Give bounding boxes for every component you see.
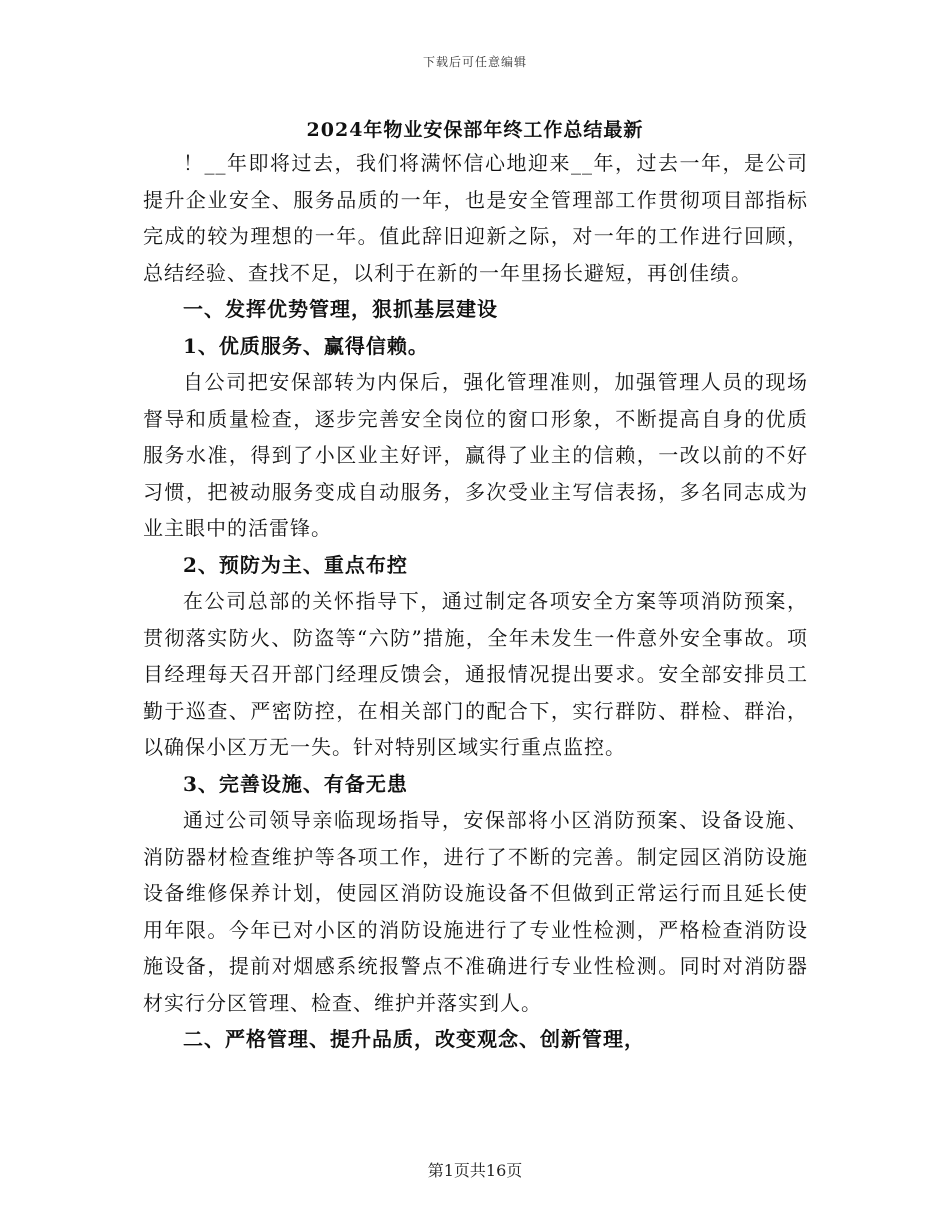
document-body <box>143 145 808 1058</box>
body-paragraph-3: 通过公司领导亲临现场指导，安保部将小区消防预案、设备设施、消防器材检查维护等各项工作，进行了不断的完善。制定园区消防设施设备维修保养计划，使园区消防设施设备不但做到正常运行而且延长使用年限。今年已对小区的消防设施进行了专业性检测，严格检查消防设施设备，提前对烟感系统报警点不准确进行专业性检测。同时对消防器材实行分区管理、检查、维护并落实到人。 <box>143 808 808 1015</box>
body-paragraph-1: 自公司把安保部转为内保后，强化管理准则，加强管理人员的现场督导和质量检查，逐步完善安全岗位的窗口形象，不断提高自身的优质服务水准，得到了小区业主好评，赢得了业主的信赖，一改以前的不好习惯，把被动服务变成自动服务，多次受业主写信表扬，多名同志成为业主眼中的活雷锋。 <box>143 370 808 540</box>
subsection-heading-3: 3、完善设施、有备无患 <box>183 771 408 796</box>
section-heading-1: 一、发挥优势管理，狠抓基层建设 <box>183 297 498 321</box>
section-heading-2: 二、严格管理、提升品质，改变观念、创新管理， <box>183 1027 645 1051</box>
body-paragraph-2: 在公司总部的关怀指导下，通过制定各项安全方案等项消防预案，贯彻落实防火、防盗等“六防”措施，全年未发生一件意外安全事故。项目经理每天召开部门经理反馈会，通报情况提出要求。安全部安排员工勤于巡查、严密防控，在相关部门的配合下，实行群防、群检、群治，以确保小区万无一失。针对特别区域实行重点监控。 <box>143 589 808 759</box>
document-title: 2024年物业安保部年终工作总结最新 <box>306 119 644 141</box>
page-number: 第1页共16页 <box>427 1161 523 1180</box>
subsection-heading-2: 2、预防为主、重点布控 <box>183 552 408 577</box>
page-header-note: 下载后可任意编辑 <box>422 55 527 69</box>
subsection-heading-1: 1、优质服务、赢得信赖。 <box>183 333 429 358</box>
intro-paragraph: ！__年即将过去，我们将满怀信心地迎来__年，过去一年，是公司提升企业安全、服务品质的一年，也是安全管理部工作贯彻项目部指标完成的较为理想的一年。值此辞旧迎新之际，对一年的工作进行回顾，总结经验、查找不足，以利于在新的一年里扬长避短，再创佳绩。 <box>143 151 808 285</box>
